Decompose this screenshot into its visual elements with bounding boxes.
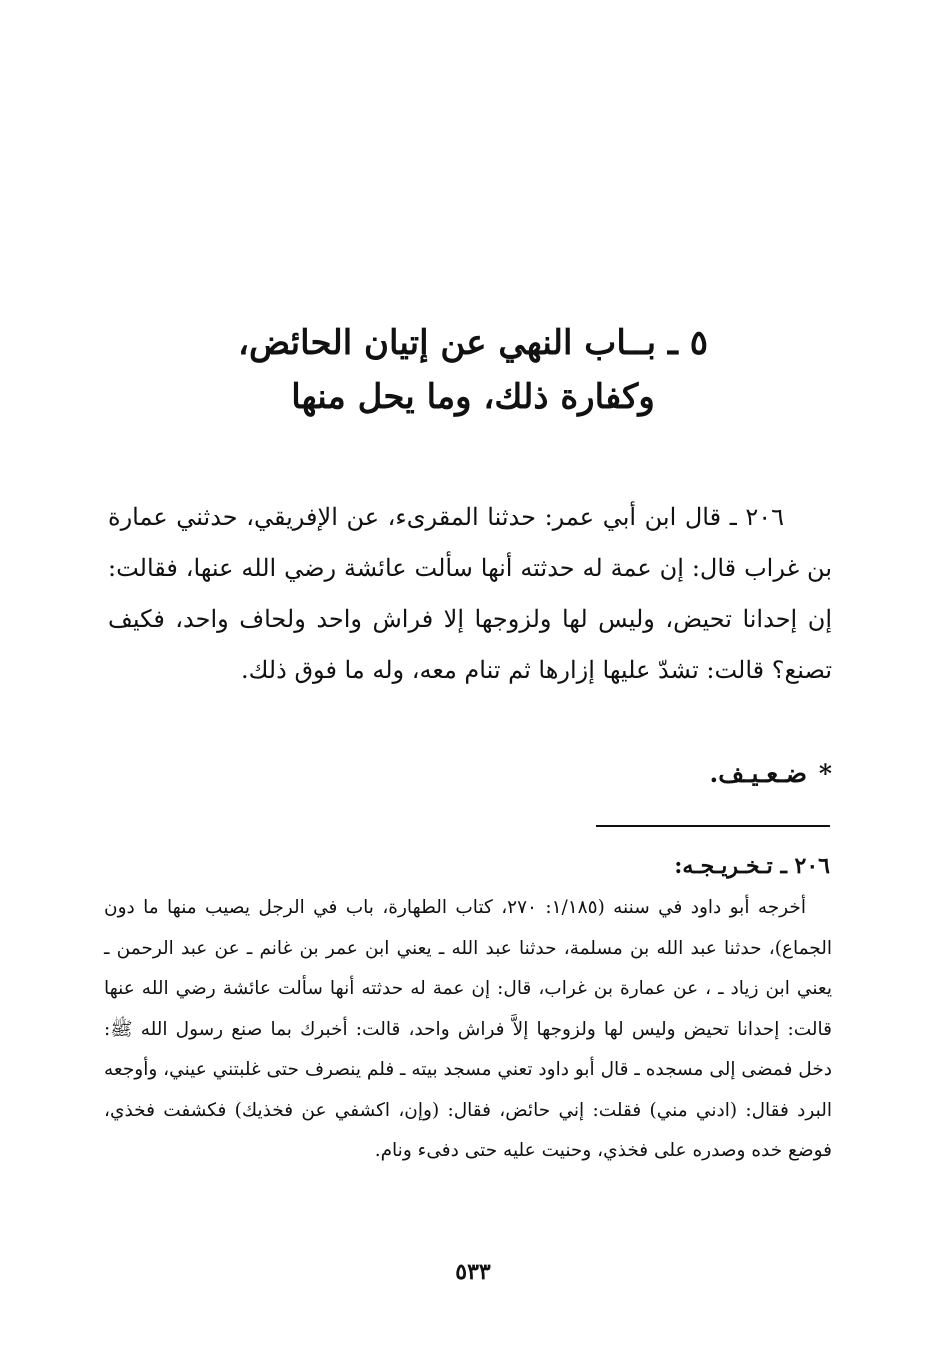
footnote-divider — [596, 825, 830, 827]
page-number: ٥٣٣ — [455, 1259, 491, 1285]
takhrij-text: أخرجه أبو داود في سننه (١/١٨٥: ٢٧٠، كتاب الطهارة، باب في الرجل يصيب منها ما دون الجماع)، حدثنا عبد الله بن مسلمة، حدثنا عبد الله ـ يعني ابن عمر بن غانم ـ عن عبد الرحمن ـ يعني ابن زياد ـ ، عن عمارة بن غراب، قال: إن عمة له حدثته أنها سألت عائشة رضي الله عنها قالت: إحدانا تحيض وليس لها ولزوجها إلاَّ فراش واحد، قالت: أخبرك بما صنع رسول الله ﷺ: دخل فمضى إلى مسجده ـ قال أبو داود تعني مسجد بيته ـ فلم ينصرف حتى غلبتني عيني، وأوجعه البرد فقال: (ادني مني) فقلت: إني حائض، فقال: (وإن، اكشفي عن فخذيك) فكشفت فخذي، فوضع خده وصدره على فخذي، وحنيت عليه حتى دفىء ونام. — [104, 897, 833, 1161]
chapter-title-line-2: وكفارة ذلك، وما يحل منها — [291, 377, 655, 417]
takhrij-heading: ٢٠٦ ـ تـخـريـجـه: — [674, 853, 830, 879]
hadith-grade — [710, 752, 832, 796]
chapter-title-line-1: ٥ ـ بــاب النهي عن إتيان الحائض، — [238, 323, 708, 363]
grade-label: ضـعـيـف. — [709, 759, 807, 788]
chapter-heading — [150, 316, 796, 424]
takhrij-text-block — [104, 888, 832, 1172]
hadith-text: ٢٠٦ ـ قال ابن أبي عمر: حدثنا المقرىء، عن الإفريقي، حدثني عمارة بن غراب قال: إن عمة له حدثته أنها سألت عائشة رضي الله عنها، فقالت: إن إحدانا تحيض، وليس لها ولزوجها إلا فراش واحد ولحاف واحد، فكيف تصنع؟ قالت: تشدّ عليها إزارها ثم تنام معه، وله ما فوق ذلك. — [108, 503, 832, 684]
grade-marker: * — [818, 759, 832, 788]
hadith-text-block — [108, 492, 832, 696]
